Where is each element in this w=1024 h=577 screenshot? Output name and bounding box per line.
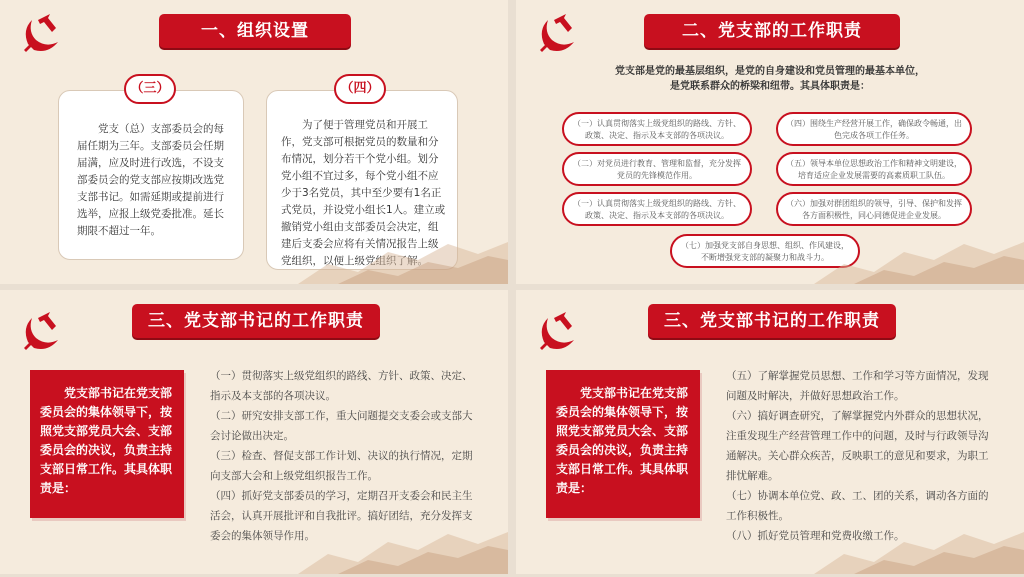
party-emblem-icon xyxy=(534,308,580,354)
great-wall-decoration-icon xyxy=(298,504,508,574)
great-wall-decoration-icon xyxy=(298,214,508,284)
slide-branch-duties xyxy=(516,0,1024,284)
duty-item: （二）对党员进行教育、管理和监督，充分发挥党员的先锋模范作用。 xyxy=(562,152,752,186)
duty-item: （七）加强党支部自身思想、组织、作风建设，不断增强党支部的凝聚力和战斗力。 xyxy=(670,234,860,268)
info-card-4: 为了便于管理党员和开展工作，党支部可根据党员的数量和分布情况，划分若干个党小组。划分党小组不宜过多，每个党小组不应少于3名党员，其中至少要有1名正式党员，并设党小组长1人。建立或撤销党小组由支部委员会决定，组建后支委会应将有关情况报告上级党组织，以便上级党组织了解。 xyxy=(266,90,458,270)
page-title: 三、党支部书记的工作职责 xyxy=(132,304,380,338)
page-title: 二、党支部的工作职责 xyxy=(644,14,900,48)
summary-box: 党支部书记在党支部委员会的集体领导下，按照党支部党员大会、支部委员会的决议，负责主持支部日常工作。其具体职责是： xyxy=(546,370,700,518)
duty-item: （六）搞好调查研究，了解掌握党内外群众的思想状况，注重发现生产经营管理工作中的问题，及时与行政领导沟通解决。关心群众疾苦，反映职工的意见和要求，为职工排忧解难。 xyxy=(726,410,989,482)
duty-item: （一）贯彻落实上级党组织的路线、方针、政策、决定、指示及本支部的各项决议。 xyxy=(210,370,473,402)
info-card-3: 党支（总）支部委员会的每届任期为三年。支部委员会任期届满，应及时进行改选，不设支部委员会的党支部应按期改选党支部书记。如需延期或提前进行选举，应报上级党委批准。延长期限不超过一年。 xyxy=(58,90,244,260)
duty-item: （二）研究安排支部工作，重大问题提交支委会或支部大会讨论做出决定。 xyxy=(210,410,473,442)
great-wall-decoration-icon xyxy=(814,214,1024,284)
party-emblem-icon xyxy=(18,308,64,354)
duty-item: （一）认真贯彻落实上级党组织的路线、方针、政策、决定、指示及本支部的各项决议。 xyxy=(562,112,752,146)
card-badge-3: （三） xyxy=(124,74,176,104)
slide-organization xyxy=(0,0,508,284)
duty-item: （四）抓好党支部委员的学习，定期召开支委会和民主生活会，认真开展批评和自我批评。搞好团结，充分发挥支委会的集体领导作用。 xyxy=(210,490,473,542)
slide-secretary-duties-2 xyxy=(516,290,1024,574)
duty-item: （三）检查、督促支部工作计划、决议的执行情况，定期向支部大会和上级党组织报告工作。 xyxy=(210,450,473,482)
great-wall-decoration-icon xyxy=(814,504,1024,574)
duty-item: （五）领导本单位思想政治工作和精神文明建设，培育适应企业发展需要的高素质职工队伍。 xyxy=(776,152,972,186)
intro-line-2: 是党联系群众的桥梁和纽带。其具体职责是： xyxy=(670,81,870,92)
intro-text xyxy=(576,64,964,94)
duty-item: （五）了解掌握党员思想、工作和学习等方面情况，发现问题及时解决，并做好思想政治工作。 xyxy=(726,370,989,402)
page-title: 一、组织设置 xyxy=(159,14,351,48)
intro-line-1: 党支部是党的最基层组织，是党的自身建设和党员管理的最基本单位， xyxy=(615,66,925,77)
page-title: 三、党支部书记的工作职责 xyxy=(648,304,896,338)
duty-item: （八）抓好党员管理和党费收缴工作。 xyxy=(726,530,905,542)
slide-secretary-duties-1 xyxy=(0,290,508,574)
duty-item: （四）围绕生产经营开展工作，确保政令畅通，出色完成各项工作任务。 xyxy=(776,112,972,146)
summary-box: 党支部书记在党支部委员会的集体领导下，按照党支部党员大会、支部委员会的决议，负责主持支部日常工作。其具体职责是： xyxy=(30,370,184,518)
party-emblem-icon xyxy=(18,10,64,56)
duty-item: （一）认真贯彻落实上级党组织的路线、方针、政策、决定、指示及本支部的各项决议。 xyxy=(562,192,752,226)
party-emblem-icon xyxy=(534,10,580,56)
duty-item: （六）加强对群团组织的领导，引导、保护和发挥各方面积极性，同心同德促进企业发展。 xyxy=(776,192,972,226)
duty-item: （七）协调本单位党、政、工、团的关系，调动各方面的工作积极性。 xyxy=(726,490,989,522)
card-badge-4: （四） xyxy=(334,74,386,104)
